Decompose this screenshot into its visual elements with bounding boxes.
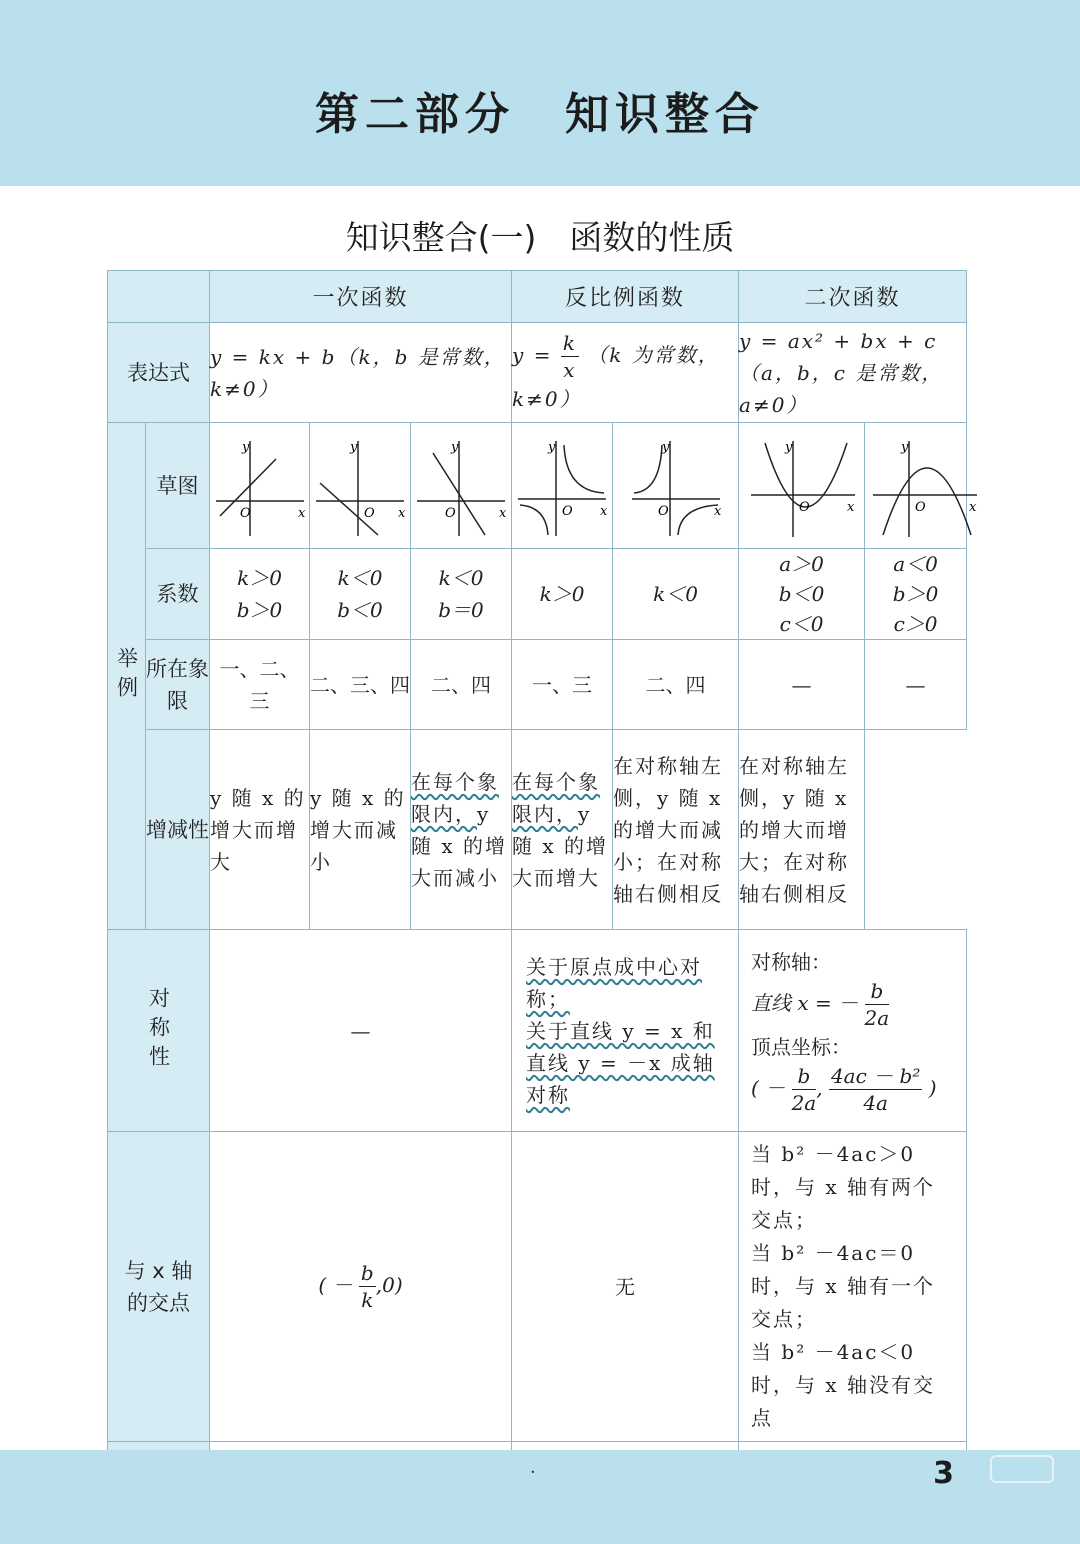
symmetry-inverse-center: 关于原点成中心对称； — [526, 954, 703, 1011]
linear-decreasing-graph — [312, 431, 408, 541]
y-label: y — [241, 439, 249, 455]
y-label: y — [350, 439, 358, 455]
mono-inverse-1-text: y 随 x 的增大而减小 — [411, 801, 507, 890]
coef-b: b＜0 — [778, 582, 825, 606]
symmetry-quadratic — [739, 930, 967, 1132]
col-header-inverse: 反比例函数 — [512, 271, 739, 323]
quadrant-quadratic-2: — — [865, 640, 967, 730]
quadrant-linear-3: 二、四 — [411, 640, 512, 730]
row-label-expression: 表达式 — [108, 323, 210, 423]
mono-inverse-2 — [512, 730, 613, 930]
vertex-label: 顶点坐标： — [751, 1034, 852, 1059]
mono-linear-1: y 随 x 的增大而增大 — [210, 730, 310, 930]
coef-linear-1 — [210, 549, 310, 640]
vertex-open: ( － — [751, 1075, 786, 1100]
symmetry-linear: — — [210, 930, 512, 1132]
col-header-quadratic: 二次函数 — [739, 271, 967, 323]
quadrant-inverse-2: 二、四 — [613, 640, 739, 730]
vertex-x-den: 2a — [791, 1090, 817, 1115]
quadrant-quadratic-1: — — [739, 640, 865, 730]
linear-expression: y = kx + b（k，b 是常数，k≠0） — [210, 323, 512, 423]
row-label-symmetry: 对称性 — [108, 930, 210, 1132]
inverse-den: x — [563, 358, 577, 382]
coef-b: b＜0 — [337, 598, 383, 622]
inverse-negative-graph — [628, 431, 724, 541]
footer-band — [0, 1450, 1080, 1544]
graph-linear-3 — [411, 423, 512, 549]
coef-inverse-1: k＞0 — [512, 549, 613, 640]
col-header-linear: 一次函数 — [210, 271, 512, 323]
page-number: 3 — [933, 1456, 954, 1491]
vertex-x-fraction — [792, 1063, 817, 1116]
coef-c: c＜0 — [779, 612, 824, 636]
x-intercept-inverse: 无 — [512, 1132, 739, 1442]
coef-k: k＞0 — [237, 566, 282, 590]
x-int-num: b — [360, 1261, 374, 1285]
vertex-y-den: 4a — [863, 1090, 888, 1115]
x-label: x — [499, 505, 507, 521]
x-int-den: k — [361, 1288, 374, 1312]
graph-quadratic-1 — [739, 423, 865, 549]
y-label: y — [451, 439, 459, 455]
mono-linear-2: y 随 x 的增大而减小 — [310, 730, 411, 930]
coef-k: k＜0 — [337, 566, 383, 590]
x-label: x — [297, 505, 305, 521]
origin-label: O — [239, 505, 251, 521]
coef-linear-3 — [411, 549, 512, 640]
axis-of-symmetry-formula — [751, 978, 954, 1031]
page-title: 第二部分 知识整合 — [315, 89, 765, 140]
inverse-fraction — [561, 330, 579, 383]
parabola-down-graph — [865, 431, 983, 541]
row-label-example: 举例 — [108, 423, 146, 930]
coef-linear-2 — [310, 549, 411, 640]
coef-c: c＞0 — [893, 612, 938, 636]
symmetry-inverse-axis: 关于直线 y = x 和直线 y = －x 成轴对称 — [526, 1018, 715, 1107]
coef-a: a＞0 — [779, 552, 824, 576]
origin-label: O — [798, 499, 810, 515]
x-int-fraction — [359, 1260, 376, 1313]
graph-inverse-1 — [512, 423, 613, 549]
mono-inverse-1-condition: 在每个象限内， — [411, 769, 499, 826]
graph-quadratic-2 — [865, 423, 977, 549]
footer-dot: · — [530, 1462, 536, 1483]
header-band — [0, 0, 1080, 186]
decorative-tab — [990, 1455, 1054, 1483]
discriminant-negative: 当 b² －4ac＜0 时，与 x 轴没有交点 — [751, 1340, 936, 1430]
section-subtitle: 知识整合(一) 函数的性质 — [345, 218, 735, 257]
origin-label: O — [445, 505, 456, 521]
x-intercept-linear — [210, 1132, 512, 1442]
mono-quadratic-2: 在对称轴左侧，y 随 x 的增大而增大；在对称轴右侧相反 — [739, 730, 865, 930]
vertex-y-num: 4ac － b² — [830, 1063, 921, 1088]
origin-label: O — [657, 503, 669, 519]
x-label: x — [600, 503, 608, 519]
x-label: x — [713, 503, 721, 519]
vertex-close: ) — [928, 1075, 937, 1100]
axis-fraction — [865, 978, 890, 1031]
mono-inverse-1 — [411, 730, 512, 930]
quadrant-linear-1: 一、二、三 — [210, 640, 310, 730]
axis-num: b — [865, 978, 890, 1005]
discriminant-positive: 当 b² －4ac＞0 时，与 x 轴有两个交点； — [751, 1142, 936, 1232]
vertex-x-num: b — [792, 1063, 817, 1090]
coef-inverse-2: k＜0 — [613, 549, 739, 640]
vertex-y-fraction — [829, 1063, 922, 1116]
parabola-up-graph — [743, 431, 861, 541]
y-label: y — [661, 439, 669, 455]
coef-a: a＜0 — [893, 552, 938, 576]
graph-inverse-2 — [613, 423, 739, 549]
quadrant-linear-2: 二、三、四 — [310, 640, 411, 730]
graph-linear-1 — [210, 423, 310, 549]
quadrant-inverse-1: 一、三 — [512, 640, 613, 730]
x-int-open: ( － — [318, 1273, 353, 1297]
inverse-num: k — [562, 331, 577, 355]
x-label: x — [846, 499, 854, 515]
mono-inverse-2-text: y 随 x 的增大而增大 — [512, 801, 609, 890]
linear-increasing-graph — [212, 431, 308, 541]
coef-b: b＞0 — [236, 598, 283, 622]
symmetry-inverse — [512, 930, 739, 1132]
row-label-coefficient: 系数 — [146, 549, 210, 640]
discriminant-zero: 当 b² －4ac＝0 时，与 x 轴有一个交点； — [751, 1241, 936, 1331]
row-label-quadrant: 所在象限 — [146, 640, 210, 730]
axis-of-symmetry-label: 对称轴： — [751, 949, 832, 974]
origin-label: O — [364, 505, 375, 521]
coef-k: k＜0 — [438, 566, 484, 590]
quadratic-expression: y = ax² + bx + c（a，b，c 是常数，a≠0） — [739, 323, 967, 423]
inverse-rest: （k 为常数，k≠0） — [512, 343, 720, 411]
inverse-expression — [512, 323, 739, 423]
coef-quadratic-1 — [739, 549, 865, 640]
x-label: x — [969, 499, 977, 515]
origin-label: O — [562, 503, 573, 519]
coef-quadratic-2 — [865, 549, 967, 640]
origin-label: O — [915, 499, 926, 515]
axis-den: 2a — [864, 1005, 890, 1030]
y-label: y — [548, 439, 556, 455]
function-properties-table — [107, 270, 977, 1518]
inverse-lhs: y = — [512, 343, 553, 367]
inverse-positive-graph — [514, 431, 610, 541]
vertex-formula: ( － $\frac{b}{2a}$ , $\frac{\text{4ac － b²}}{4a}$ ) — [751, 1063, 937, 1115]
x-int-close: ,0) — [375, 1273, 403, 1297]
mono-quadratic-1: 在对称轴左侧，y 随 x 的增大而减小；在对称轴右侧相反 — [613, 730, 739, 930]
linear-through-origin-graph — [413, 431, 509, 541]
mono-inverse-2-condition: 在每个象限内， — [512, 769, 601, 826]
x-intercept-quadratic — [739, 1132, 967, 1442]
corner-cell — [108, 271, 210, 323]
y-label: y — [901, 439, 909, 455]
y-label: y — [784, 439, 792, 455]
x-label: x — [398, 505, 406, 521]
graph-linear-2 — [310, 423, 411, 549]
coef-b: b＞0 — [892, 582, 939, 606]
row-label-monotonic: 增减性 — [146, 730, 210, 930]
row-label-x-intercept: 与 x 轴的交点 — [108, 1132, 210, 1442]
axis-prefix: 直线 x = － — [751, 990, 859, 1015]
row-label-sketch: 草图 — [146, 423, 210, 549]
coef-b: b＝0 — [438, 598, 484, 622]
